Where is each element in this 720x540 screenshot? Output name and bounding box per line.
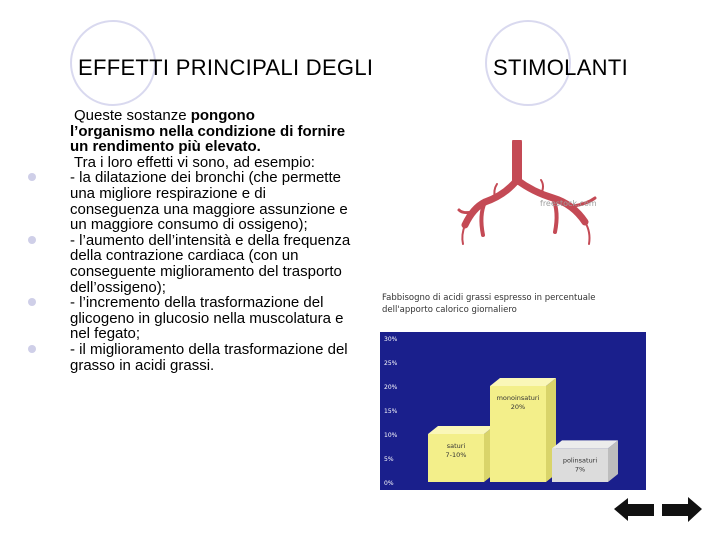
bullet-icon (28, 236, 36, 244)
bar-data-label: polinsaturi (562, 456, 598, 465)
bar-data-label: 20% (510, 403, 526, 411)
y-tick-label: 10% (384, 432, 398, 439)
chart-caption-1: Fabbisogno di acidi grassi espresso in percentuale (382, 293, 596, 303)
y-tick-label: 20% (384, 384, 398, 391)
list-item (70, 233, 355, 295)
bar-data-label: monoinsaturi (496, 394, 540, 402)
list-item-text: - l’aumento dell’intensità e della frequenza della contrazione cardiaca (con un conseguente miglioramento del trasporto dell’ossigeno); (70, 231, 351, 296)
chart-bar (552, 440, 618, 482)
y-tick-label: 25% (384, 360, 398, 367)
list-item-text: - la dilatazione dei bronchi (che permette una migliore respirazione e di conseguenza una maggiore assunzione e un maggiore consumo di ossigeno); (70, 169, 348, 234)
y-tick-label: 0% (384, 480, 394, 487)
list-item-text: - l’incremento della trasformazione del glicogeno in glucosio nella muscolatura e nel fegato; (70, 294, 344, 343)
intro-normal: Queste sostanze (74, 107, 191, 124)
intro-bold-1: pongono (190, 107, 255, 124)
fat-requirement-chart (378, 290, 650, 492)
slide-title-left: EFFETTI PRINCIPALI DEGLI (78, 55, 374, 80)
list-item (70, 342, 355, 373)
intro-paragraph (70, 108, 355, 155)
y-tick-label: 30% (384, 336, 398, 343)
list-item-text: - il miglioramento della trasformazione del grasso in acidi grassi. (70, 340, 348, 374)
bullet-icon (28, 298, 36, 306)
slide-title-right: STIMOLANTI (493, 55, 629, 80)
examples-intro (70, 155, 355, 171)
arrow-left-icon[interactable] (612, 494, 656, 524)
chart-bar (490, 378, 556, 482)
bronchi-image (455, 140, 605, 250)
examples-intro-text: Tra i loro effetti vi sono, ad esempio: (74, 153, 315, 171)
y-tick-label: 15% (384, 408, 398, 415)
bullet-icon (28, 173, 36, 181)
bar-data-label: 7% (574, 465, 586, 474)
arrow-right-icon[interactable] (660, 494, 704, 524)
list-item (70, 170, 355, 232)
bar-data-label: saturi (446, 442, 466, 450)
list-item (70, 295, 355, 342)
chart-bar (428, 426, 494, 482)
watermark-text: freestock.com (540, 199, 597, 208)
y-tick-label: 5% (384, 456, 394, 463)
slide-body (70, 108, 355, 373)
bar-data-label: 7-10% (445, 451, 467, 459)
intro-bold-2: l’organismo nella condizione di fornire un rendimento più elevato. (70, 122, 346, 156)
chart-caption-2: dell'apporto calorico giornaliero (382, 305, 517, 315)
bullet-icon (28, 345, 36, 353)
